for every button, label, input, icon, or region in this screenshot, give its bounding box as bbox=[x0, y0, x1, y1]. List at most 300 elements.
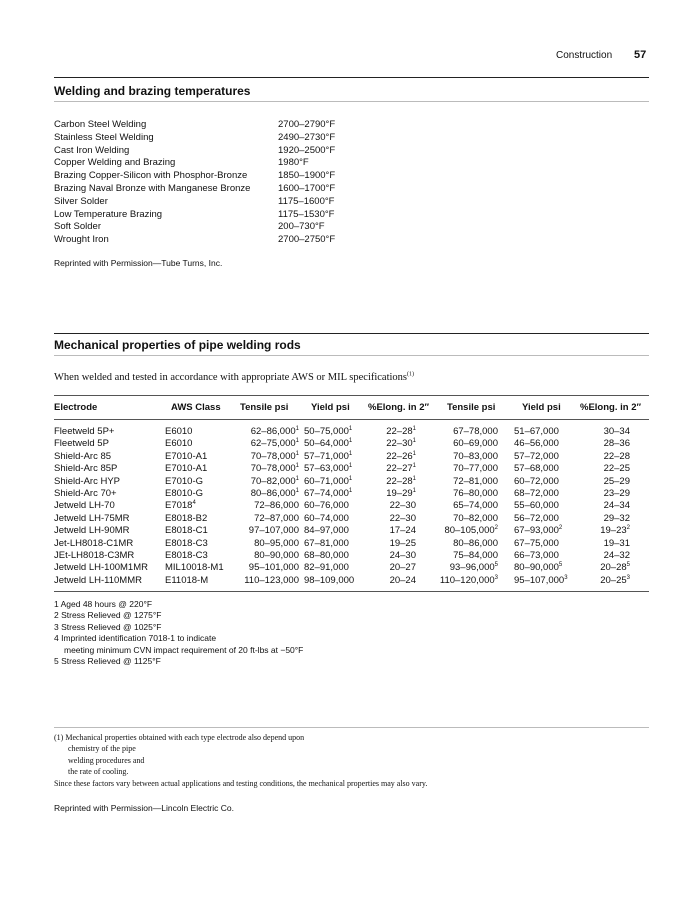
temperature-value: 1850–1900°F bbox=[278, 170, 336, 182]
yield-2-cell bbox=[514, 426, 559, 437]
footnote-line: Since these factors vary between actual applications and testing conditions, the mechanical properties may also vary. bbox=[54, 778, 428, 788]
temperature-value: 1175–1530°F bbox=[278, 208, 335, 220]
yield-1-cell-value: 57–63,000 bbox=[304, 463, 349, 475]
yield-2-cell-note-ref: 2 bbox=[558, 524, 563, 531]
tensile-1-cell-note-ref: 1 bbox=[295, 438, 299, 445]
yield-2-cell-value: 46–56,000 bbox=[514, 438, 559, 450]
yield-1-cell bbox=[304, 451, 352, 462]
tensile-1-cell-value: 80–90,000 bbox=[254, 549, 299, 561]
elong-1-cell bbox=[360, 562, 416, 573]
elong-2-cell-value: 20–25 bbox=[600, 574, 627, 586]
elong-1-cell-value: 20–27 bbox=[389, 562, 416, 574]
footnote-rule bbox=[54, 727, 649, 728]
aws-class-cell bbox=[165, 525, 208, 536]
tensile-2-cell-value: 70–77,000 bbox=[453, 463, 498, 475]
tensile-2-cell bbox=[420, 562, 498, 573]
table-row bbox=[0, 575, 695, 587]
tensile-2-cell-note-ref: 2 bbox=[494, 524, 498, 531]
table-row bbox=[0, 488, 695, 500]
yield-2-cell bbox=[514, 562, 562, 573]
temperature-value: 1980°F bbox=[278, 157, 309, 169]
elong-1-cell-value: 22–26 bbox=[386, 450, 413, 462]
elong-2-cell bbox=[585, 513, 630, 524]
aws-class-cell bbox=[165, 562, 224, 573]
yield-2-cell-value: 56–72,000 bbox=[514, 512, 559, 524]
tensile-1-cell-value: 80–95,000 bbox=[254, 537, 299, 549]
aws-class-cell bbox=[165, 500, 196, 511]
elong-1-cell-note-ref: 1 bbox=[412, 487, 416, 494]
electrode-cell bbox=[54, 575, 142, 586]
aws-class-cell bbox=[165, 438, 192, 449]
tensile-1-cell-value: 97–107,000 bbox=[248, 525, 299, 537]
elong-1-cell-note-ref: 1 bbox=[412, 438, 416, 445]
aws-class-cell-value: E7018 bbox=[165, 500, 193, 512]
electrode-cell bbox=[54, 488, 117, 499]
tensile-1-cell-value: 70–78,000 bbox=[250, 463, 296, 475]
table-notes bbox=[54, 599, 303, 667]
elong-2-cell-note-ref: 2 bbox=[626, 524, 630, 531]
elong-2-cell bbox=[585, 525, 630, 536]
temperature-value: 2490–2730°F bbox=[278, 131, 336, 143]
elong-2-cell-value: 24–32 bbox=[603, 549, 630, 561]
table-row bbox=[0, 550, 695, 562]
aws-class-cell-value: E7010-G bbox=[165, 475, 204, 487]
elong-2-cell bbox=[585, 476, 630, 487]
electrode-cell bbox=[54, 463, 117, 474]
col-header-aws-class: AWS Class bbox=[171, 402, 221, 413]
tensile-1-cell-value: 72–87,000 bbox=[254, 512, 299, 524]
tensile-2-cell-note-ref: 5 bbox=[494, 562, 498, 569]
temperature-value: 1920–2500°F bbox=[278, 144, 336, 156]
tensile-2-cell bbox=[420, 513, 498, 524]
elong-1-cell-value: 17–24 bbox=[389, 525, 416, 537]
col-header-electrode: Electrode bbox=[54, 402, 98, 413]
tensile-2-cell-value: 80–86,000 bbox=[453, 537, 498, 549]
elong-1-cell bbox=[360, 575, 416, 586]
tensile-1-cell bbox=[230, 525, 299, 536]
temperatures-title-rule bbox=[54, 101, 649, 102]
table-row bbox=[0, 513, 695, 525]
temperature-value: 2700–2790°F bbox=[278, 119, 336, 130]
tensile-1-cell-value: 62–75,000 bbox=[250, 438, 296, 450]
temperature-process: Soft Solder bbox=[54, 221, 101, 233]
electrode-cell-value: JEt-LH8018-C3MR bbox=[54, 549, 135, 561]
elong-1-cell bbox=[360, 550, 416, 561]
elong-2-cell-value: 19–31 bbox=[603, 537, 630, 549]
tensile-2-cell-value: 93–96,000 bbox=[449, 562, 495, 574]
tensile-2-cell bbox=[420, 550, 498, 561]
tensile-1-cell-value: 80–86,000 bbox=[250, 487, 296, 499]
page-number: 57 bbox=[634, 49, 647, 61]
elong-2-cell-value: 22–25 bbox=[603, 463, 630, 475]
elong-1-cell-value: 22–28 bbox=[386, 426, 413, 437]
yield-1-cell-value: 60–76,000 bbox=[304, 500, 349, 512]
temperature-value: 2700–2750°F bbox=[278, 234, 336, 246]
electrode-cell-value: Jet-LH8018-C1MR bbox=[54, 537, 134, 549]
elong-1-cell-value: 22–28 bbox=[386, 475, 413, 487]
tensile-1-cell-note-ref: 1 bbox=[295, 475, 299, 482]
electrode-cell-value: Shield-Arc 70+ bbox=[54, 487, 117, 499]
aws-class-cell bbox=[165, 463, 207, 474]
yield-1-cell bbox=[304, 525, 349, 536]
col-header-elong-2: %Elong. in 2″ bbox=[580, 402, 642, 413]
electrode-cell-value: Jetweld LH-100M1MR bbox=[54, 562, 148, 574]
yield-1-cell bbox=[304, 476, 352, 487]
temperature-value: 200–730°F bbox=[278, 221, 325, 233]
elong-1-cell-value: 22–30 bbox=[389, 512, 416, 524]
elong-1-cell bbox=[360, 538, 416, 549]
elong-2-cell-value: 20–28 bbox=[600, 562, 627, 574]
table-row bbox=[0, 525, 695, 537]
yield-1-cell bbox=[304, 500, 349, 511]
aws-class-cell bbox=[165, 476, 203, 487]
electrode-cell bbox=[54, 513, 130, 524]
temperature-process: Low Temperature Brazing bbox=[54, 208, 163, 220]
yield-2-cell-note-ref: 5 bbox=[558, 562, 563, 569]
yield-2-cell-value: 95–107,000 bbox=[514, 574, 565, 586]
col-header-yield-1: Yield psi bbox=[311, 402, 350, 413]
aws-class-cell-value: E7010-A1 bbox=[165, 450, 208, 462]
table-note: 1 Aged 48 hours @ 220°F bbox=[54, 599, 153, 609]
yield-2-cell-value: 80–90,000 bbox=[514, 562, 559, 574]
temperature-process: Silver Solder bbox=[54, 195, 108, 207]
tensile-1-cell bbox=[230, 550, 299, 561]
electrode-cell-value: Jetweld LH-75MR bbox=[54, 512, 130, 524]
tensile-1-cell bbox=[230, 476, 299, 487]
yield-1-cell bbox=[304, 575, 354, 586]
tensile-1-cell bbox=[230, 438, 299, 449]
table-row bbox=[0, 562, 695, 574]
yield-2-cell-value: 66–73,000 bbox=[514, 549, 559, 561]
elong-1-cell-value: 19–25 bbox=[389, 537, 416, 549]
yield-1-cell-value: 50–64,000 bbox=[304, 438, 349, 450]
yield-2-cell-value: 67–93,000 bbox=[514, 525, 559, 537]
electrode-cell-value: Shield-Arc 85P bbox=[54, 463, 118, 475]
tensile-2-cell-note-ref: 3 bbox=[494, 574, 498, 581]
table-bottom-rule bbox=[54, 591, 649, 592]
aws-class-cell bbox=[165, 538, 208, 549]
rods-intro-footnote-ref: (1) bbox=[407, 371, 415, 378]
yield-1-cell bbox=[304, 513, 349, 524]
yield-1-cell-value: 50–75,000 bbox=[304, 426, 349, 437]
aws-class-cell bbox=[165, 488, 203, 499]
tensile-2-cell-value: 67–78,000 bbox=[453, 426, 498, 437]
tensile-2-cell-value: 72–81,000 bbox=[453, 475, 498, 487]
aws-class-cell-note-ref: 4 bbox=[192, 500, 196, 507]
yield-1-cell bbox=[304, 488, 352, 499]
yield-2-cell bbox=[514, 476, 559, 487]
tensile-1-cell bbox=[230, 426, 299, 437]
elong-2-cell-value: 24–34 bbox=[603, 500, 630, 512]
yield-1-cell bbox=[304, 438, 352, 449]
temperature-process: Cast Iron Welding bbox=[54, 144, 130, 156]
elong-2-cell-note-ref: 5 bbox=[626, 562, 630, 569]
tensile-2-cell bbox=[420, 575, 498, 586]
yield-2-cell bbox=[514, 438, 559, 449]
elong-2-cell bbox=[585, 438, 630, 449]
yield-1-cell-value: 60–74,000 bbox=[304, 512, 349, 524]
yield-1-cell-note-ref: 1 bbox=[348, 450, 353, 457]
tensile-2-cell-value: 76–80,000 bbox=[453, 487, 498, 499]
electrode-cell bbox=[54, 562, 148, 573]
yield-1-cell bbox=[304, 550, 349, 561]
footnote bbox=[54, 733, 427, 790]
yield-1-cell-note-ref: 1 bbox=[348, 463, 353, 470]
elong-2-cell bbox=[585, 575, 630, 586]
tensile-2-cell-value: 75–84,000 bbox=[453, 549, 498, 561]
footnote-line: welding procedures and bbox=[68, 755, 145, 765]
tensile-1-cell-note-ref: 1 bbox=[295, 450, 299, 457]
table-row bbox=[0, 538, 695, 550]
table-header-rule bbox=[54, 419, 649, 420]
elong-2-cell-note-ref: 3 bbox=[626, 574, 630, 581]
tensile-2-cell-value: 65–74,000 bbox=[453, 500, 498, 512]
tensile-1-cell bbox=[230, 500, 299, 511]
table-note: 5 Stress Relieved @ 1125°F bbox=[54, 655, 161, 666]
temperature-process: Carbon Steel Welding bbox=[54, 119, 147, 130]
aws-class-cell-value: E8010-G bbox=[165, 487, 204, 499]
tensile-2-cell bbox=[420, 488, 498, 499]
tensile-1-cell-value: 62–86,000 bbox=[250, 426, 296, 437]
tensile-1-cell-value: 72–86,000 bbox=[254, 500, 299, 512]
yield-1-cell bbox=[304, 426, 352, 437]
tensile-1-cell-note-ref: 1 bbox=[295, 425, 299, 432]
table-row bbox=[0, 476, 695, 488]
electrode-cell-value: Jetweld LH-90MR bbox=[54, 525, 130, 537]
aws-class-cell-value: E8018-C3 bbox=[165, 537, 208, 549]
elong-1-cell-note-ref: 1 bbox=[412, 450, 416, 457]
rods-credit: Reprinted with Permission—Lincoln Electric Co. bbox=[54, 803, 234, 813]
aws-class-cell-value: E8018-C3 bbox=[165, 549, 208, 561]
yield-2-cell bbox=[514, 513, 559, 524]
yield-2-cell-value: 67–75,000 bbox=[514, 537, 559, 549]
elong-1-cell bbox=[360, 476, 416, 487]
aws-class-cell-value: E11018-M bbox=[165, 574, 209, 586]
yield-1-cell-value: 68–80,000 bbox=[304, 549, 349, 561]
yield-1-cell-value: 84–97,000 bbox=[304, 525, 349, 537]
yield-1-cell bbox=[304, 562, 349, 573]
yield-2-cell bbox=[514, 550, 559, 561]
elong-1-cell bbox=[360, 488, 416, 499]
aws-class-cell-value: E8018-B2 bbox=[165, 512, 208, 524]
tensile-2-cell bbox=[420, 426, 498, 437]
table-row bbox=[0, 463, 695, 475]
temperatures-title: Welding and brazing temperatures bbox=[54, 84, 251, 98]
electrode-cell-value: Fleetweld 5P bbox=[54, 438, 109, 450]
tensile-1-cell-note-ref: 1 bbox=[295, 487, 299, 494]
elong-2-cell bbox=[585, 538, 630, 549]
yield-2-cell-value: 60–72,000 bbox=[514, 475, 559, 487]
electrode-cell-value: Shield-Arc 85 bbox=[54, 450, 112, 462]
tensile-1-cell-value: 95–101,000 bbox=[248, 562, 299, 574]
tensile-2-cell bbox=[420, 438, 498, 449]
electrode-cell bbox=[54, 476, 120, 487]
yield-1-cell-value: 82–91,000 bbox=[304, 562, 349, 574]
electrode-cell bbox=[54, 550, 134, 561]
tensile-2-cell-value: 60–69,000 bbox=[453, 438, 498, 450]
col-header-tensile-2: Tensile psi bbox=[447, 402, 496, 413]
yield-2-cell bbox=[514, 463, 559, 474]
yield-1-cell-value: 98–109,000 bbox=[304, 574, 355, 586]
elong-1-cell bbox=[360, 451, 416, 462]
elong-1-cell-value: 24–30 bbox=[389, 549, 416, 561]
aws-class-cell bbox=[165, 513, 207, 524]
elong-2-cell-value: 28–36 bbox=[603, 438, 630, 450]
yield-1-cell-value: 60–71,000 bbox=[304, 475, 349, 487]
electrode-cell bbox=[54, 451, 111, 462]
tensile-2-cell-value: 110–120,000 bbox=[439, 574, 495, 586]
table-row bbox=[0, 438, 695, 450]
tensile-1-cell-note-ref: 1 bbox=[295, 463, 299, 470]
footnote-line: the rate of cooling. bbox=[68, 767, 129, 777]
table-row bbox=[0, 426, 695, 438]
running-header-section: Construction bbox=[556, 50, 613, 61]
yield-2-cell bbox=[514, 500, 559, 511]
table-note: 4 Imprinted identification 7018-1 to indicate bbox=[54, 633, 217, 644]
elong-2-cell bbox=[585, 463, 630, 474]
elong-2-cell-value: 30–34 bbox=[603, 426, 630, 437]
aws-class-cell bbox=[165, 426, 192, 437]
tensile-2-cell bbox=[420, 538, 498, 549]
yield-2-cell bbox=[514, 525, 562, 536]
electrode-cell bbox=[54, 438, 109, 449]
elong-2-cell bbox=[585, 562, 630, 573]
table-top-rule bbox=[54, 395, 649, 396]
yield-2-cell bbox=[514, 451, 559, 462]
elong-1-cell-value: 22–30 bbox=[386, 438, 413, 450]
footnote-line: (1) Mechanical properties obtained with each type electrode also depend upon bbox=[54, 733, 305, 742]
elong-2-cell bbox=[585, 426, 630, 437]
tensile-1-cell bbox=[230, 562, 299, 573]
yield-2-cell bbox=[514, 488, 559, 499]
rods-title: Mechanical properties of pipe welding rods bbox=[54, 338, 301, 352]
elong-2-cell-value: 23–29 bbox=[603, 487, 630, 499]
col-header-elong-1: %Elong. in 2″ bbox=[368, 402, 430, 413]
elong-1-cell-value: 19–29 bbox=[386, 487, 413, 499]
yield-2-cell-value: 57–72,000 bbox=[514, 450, 559, 462]
elong-2-cell bbox=[585, 488, 630, 499]
tensile-1-cell bbox=[230, 575, 299, 586]
rods-top-rule bbox=[54, 333, 649, 334]
table-note: 3 Stress Relieved @ 1025°F bbox=[54, 621, 162, 632]
footnote-line: chemistry of the pipe bbox=[68, 744, 136, 754]
elong-2-cell bbox=[585, 500, 630, 511]
rods-intro-text: When welded and tested in accordance with appropriate AWS or MIL specifications bbox=[54, 372, 408, 383]
electrode-cell-value: Jetweld LH-70 bbox=[54, 500, 115, 512]
yield-1-cell-value: 67–81,000 bbox=[304, 537, 349, 549]
tensile-2-cell-value: 80–105,000 bbox=[444, 525, 495, 537]
aws-class-cell bbox=[165, 451, 207, 462]
electrode-cell bbox=[54, 426, 114, 437]
tensile-2-cell bbox=[420, 451, 498, 462]
temperature-process: Brazing Copper-Silicon with Phosphor-Bronze bbox=[54, 170, 248, 182]
elong-2-cell-value: 19–23 bbox=[600, 525, 627, 537]
elong-1-cell bbox=[360, 500, 416, 511]
electrode-cell bbox=[54, 525, 130, 536]
aws-class-cell bbox=[165, 550, 208, 561]
tensile-1-cell bbox=[230, 463, 299, 474]
electrode-cell-value: Shield-Arc HYP bbox=[54, 475, 120, 487]
elong-1-cell-note-ref: 1 bbox=[412, 425, 416, 432]
electrode-cell-value: Fleetweld 5P+ bbox=[54, 426, 115, 437]
tensile-1-cell bbox=[230, 538, 299, 549]
tensile-2-cell bbox=[420, 525, 498, 536]
temperature-process: Copper Welding and Brazing bbox=[54, 157, 176, 169]
col-header-yield-2: Yield psi bbox=[522, 402, 561, 413]
table-row bbox=[0, 451, 695, 463]
temperature-process: Stainless Steel Welding bbox=[54, 131, 154, 143]
elong-1-cell-value: 22–30 bbox=[389, 500, 416, 512]
yield-1-cell-value: 57–71,000 bbox=[304, 450, 349, 462]
tensile-2-cell-value: 70–83,000 bbox=[453, 450, 498, 462]
yield-2-cell bbox=[514, 538, 559, 549]
elong-2-cell-value: 22–28 bbox=[603, 450, 630, 462]
temperature-process: Brazing Naval Bronze with Manganese Bronze bbox=[54, 182, 251, 194]
aws-class-cell-value: E8018-C1 bbox=[165, 525, 208, 537]
electrode-cell bbox=[54, 500, 115, 511]
aws-class-cell bbox=[165, 575, 208, 586]
table-row bbox=[0, 500, 695, 512]
rods-title-rule bbox=[54, 355, 649, 356]
tensile-1-cell-value: 70–78,000 bbox=[250, 450, 296, 462]
elong-1-cell-value: 20–24 bbox=[389, 574, 416, 586]
temperature-process: Wrought Iron bbox=[54, 234, 109, 246]
col-header-tensile-1: Tensile psi bbox=[240, 402, 289, 413]
aws-class-cell-value: E6010 bbox=[165, 426, 193, 437]
elong-2-cell bbox=[585, 451, 630, 462]
yield-1-cell-note-ref: 1 bbox=[348, 438, 353, 445]
header-rule bbox=[54, 77, 649, 78]
yield-2-cell bbox=[514, 575, 568, 586]
yield-1-cell bbox=[304, 463, 352, 474]
tensile-2-cell bbox=[420, 476, 498, 487]
tensile-1-cell bbox=[230, 513, 299, 524]
rods-table-body bbox=[0, 426, 695, 587]
elong-2-cell-value: 29–32 bbox=[603, 512, 630, 524]
tensile-2-cell-value: 70–82,000 bbox=[453, 512, 498, 524]
yield-2-cell-value: 57–68,000 bbox=[514, 463, 559, 475]
elong-1-cell-value: 22–27 bbox=[386, 463, 413, 475]
table-note: 2 Stress Relieved @ 1275°F bbox=[54, 610, 162, 621]
electrode-cell bbox=[54, 538, 133, 549]
electrode-cell-value: Jetweld LH-110MMR bbox=[54, 574, 142, 586]
tensile-1-cell-value: 110–123,000 bbox=[244, 574, 299, 586]
yield-1-cell-note-ref: 1 bbox=[348, 475, 353, 482]
temperature-value: 1600–1700°F bbox=[278, 182, 336, 194]
tensile-2-cell bbox=[420, 500, 498, 511]
tensile-1-cell bbox=[230, 488, 299, 499]
elong-1-cell bbox=[360, 426, 416, 437]
yield-2-cell-value: 51–67,000 bbox=[514, 426, 559, 437]
elong-1-cell-note-ref: 1 bbox=[412, 463, 416, 470]
yield-1-cell-value: 67–74,000 bbox=[304, 487, 349, 499]
elong-2-cell bbox=[585, 550, 630, 561]
aws-class-cell-value: MIL10018-M1 bbox=[165, 562, 224, 574]
tensile-2-cell bbox=[420, 463, 498, 474]
elong-1-cell bbox=[360, 438, 416, 449]
aws-class-cell-value: E6010 bbox=[165, 438, 193, 450]
elong-1-cell bbox=[360, 463, 416, 474]
temperatures-credit: Reprinted with Permission—Tube Turns, Inc. bbox=[54, 258, 223, 268]
temperature-value: 1175–1600°F bbox=[278, 195, 335, 207]
elong-2-cell-value: 25–29 bbox=[603, 475, 630, 487]
yield-2-cell-value: 55–60,000 bbox=[514, 500, 559, 512]
rods-intro bbox=[54, 372, 414, 383]
tensile-1-cell-value: 70–82,000 bbox=[250, 475, 296, 487]
yield-1-cell-note-ref: 1 bbox=[348, 425, 353, 432]
elong-1-cell-note-ref: 1 bbox=[412, 475, 416, 482]
table-note: meeting minimum CVN impact requirement of 20 ft-lbs at −50°F bbox=[64, 644, 304, 655]
